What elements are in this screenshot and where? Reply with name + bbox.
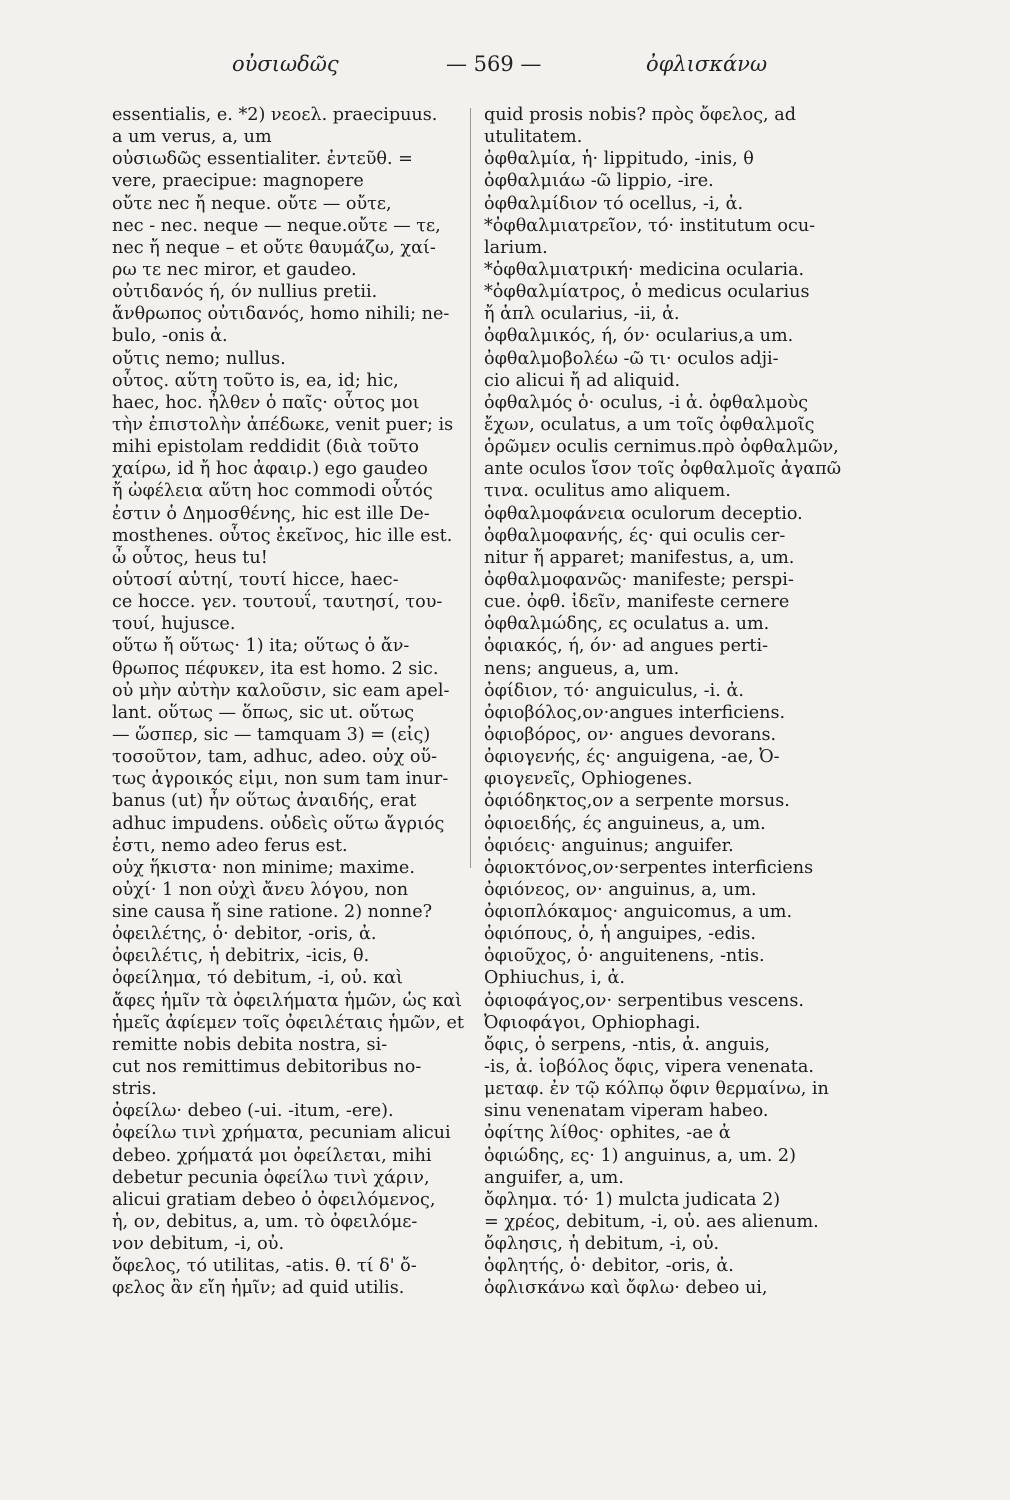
text-line: nens; angueus, a, um. (484, 658, 680, 679)
text-line: οὕτω ἤ οὕτως· 1) ita; οὕτως ὁ ἄν- (112, 636, 410, 657)
text-line: ὀφιοκτόνος,ον·serpentes interficiens (484, 857, 814, 878)
text-line: ἡμεῖς ἀφίεμεν τοῖς ὀφειλέταις ἡμῶν, et (112, 1012, 464, 1033)
text-line: τως ἀγροικός εἰμι, non sum tam inur- (112, 769, 449, 790)
text-line: ὀφιοπλόκαμος· anguicomus, a um. (484, 902, 793, 923)
text-line: banus (ut) ἦν οὕτως ἀναιδής, erat (112, 791, 417, 812)
text-line: μεταφ. ἐν τῷ κόλπῳ ὄφιν θερμαίνω, in (484, 1079, 829, 1100)
text-line: ὀφθαλμίδιον τό ocellus, -i, ἀ. (484, 193, 744, 214)
text-line: ὀφθαλμικός, ή, όν· ocularius,a um. (484, 326, 794, 347)
text-line: ὀφθαλμοφανής, ές· qui oculis cer- (484, 525, 786, 546)
text-line: ὀφειλέτης, ὁ· debitor, -oris, ἀ. (112, 924, 377, 945)
text-line: stris. (112, 1079, 157, 1100)
text-line: ὀφλισκάνω καὶ ὄφλω· debeo ui, (484, 1278, 768, 1299)
text-line: alicui gratiam debeo ὁ ὀφειλόμενος, (112, 1189, 436, 1210)
text-line: haec, hoc. ἦλθεν ὁ παῖς· οὗτος μοι (112, 392, 420, 413)
text-line: larium. (484, 237, 548, 258)
text-line: quid prosis nobis? πρὸς ὄφελος, ad (484, 105, 796, 125)
text-line: Ὀφιοφάγοι, Ophiophagi. (484, 1012, 701, 1033)
text-line: — ὥσπερ, sic — tamquam 3) = (εἰς) (112, 724, 431, 745)
text-line: = χρέος, debitum, -i, οὐ. aes alienum. (484, 1212, 819, 1233)
text-line: mihi epistolam reddidit (διὰ τοῦτο (112, 437, 419, 458)
text-line: essentialis, e. *2) νεοελ. praecipuus. (112, 105, 438, 125)
text-line: cue. ὀφθ. ἰδεῖν, manifeste cernere (484, 592, 790, 613)
text-line: ὀφιόνεος, ον· anguinus, a, um. (484, 879, 757, 900)
text-line: οὔτις nemo; nullus. (112, 348, 286, 369)
text-line: remitte nobis debita nostra, si- (112, 1034, 388, 1055)
text-line: debeo. χρήματά μοι ὀφείλεται, mihi (112, 1145, 432, 1166)
text-line: ὀφιόεις· anguinus; anguifer. (484, 835, 734, 856)
text-line: nitur ἤ apparet; manifestus, a, um. (484, 547, 795, 568)
text-line: ἤ ὠφέλεια αὕτη hoc commodi οὗτός (112, 481, 433, 502)
text-line: τοσοῦτον, tam, adhuc, adeo. οὐχ οὕ- (112, 747, 438, 768)
page-header (0, 52, 1010, 92)
text-line: ὄφις, ὁ serpens, -ntis, ἀ. anguis, (484, 1034, 771, 1055)
text-line: ὀφιογενής, ές· anguigena, -ae, Ὀ- (484, 747, 780, 768)
text-line: ἐστιν ὁ Δημοσθένης, hic est ille De- (112, 503, 430, 524)
text-line: ἔχων, oculatus, a um τοῖς ὀφθαλμοῖς (484, 414, 815, 435)
text-line: οὐχί· 1 non οὐχὶ ἄνευ λόγου, non (112, 879, 409, 900)
text-line: utulitatem. (484, 127, 583, 148)
left-column (112, 104, 464, 1300)
text-line: ἐστι, nemo adeo ferus est. (112, 835, 348, 856)
text-line: νον debitum, -i, οὐ. (112, 1234, 285, 1255)
page-number: — 569 — (446, 52, 542, 76)
text-line: *ὀφθαλμίατρος, ὁ medicus ocularius (484, 282, 810, 303)
text-line: οὐτιδανός ή, όν nullius pretii. (112, 282, 378, 303)
text-line: φιογενεῖς, Ophiogenes. (484, 769, 693, 790)
text-line: ὀφιόδηκτος,ον a serpente morsus. (484, 791, 790, 812)
text-line: οὐχ ἥκιστα· non minime; maxime. (112, 857, 415, 878)
text-line: ὀφθαλμοφάνεια oculorum deceptio. (484, 503, 803, 524)
text-line: ὀφιακός, ή, όν· ad angues perti- (484, 636, 769, 657)
text-line: adhuc impudens. οὐδεὶς οὕτω ἄγριός (112, 813, 445, 834)
text-line: -is, ἀ. ἰοβόλος ὄφις, vipera venenata. (484, 1057, 814, 1078)
text-line: ὀφίτης λίθος· ophites, -ae ἀ (484, 1123, 731, 1144)
text-line: vere, praecipue: magnopere (112, 171, 364, 192)
text-line: *ὀφθαλμιατρεῖον, τό· institutum ocu- (484, 215, 816, 236)
text-line: ὀφθαλμιάω -ῶ lippio, -ire. (484, 171, 714, 192)
text-line: φελος ἂν εἴη ἡμῖν; ad quid utilis. (112, 1278, 405, 1299)
text-line: ὄφελος, τό utilitas, -atis. θ. τί δ' ὄ- (112, 1256, 417, 1277)
text-line: ὀφθαλμώδης, ες oculatus a. um. (484, 614, 770, 635)
text-line: ρω τε nec miror, et gaudeo. (112, 259, 357, 280)
text-line: οὔτε nec ἤ neque. οὔτε — οὔτε, (112, 193, 392, 214)
text-line: ἤ ἁπλ ocularius, -ii, ἀ. (484, 304, 680, 325)
text-line: sinu venenatam viperam habeo. (484, 1101, 769, 1122)
text-line: *ὀφθαλμιατρική· medicina ocularia. (484, 259, 805, 280)
right-column (484, 104, 884, 1300)
column-divider (470, 108, 471, 868)
text-line: τὴν ἐπιστολὴν ἀπέδωκε, venit puer; is (112, 414, 454, 435)
text-line: ὀφείλημα, τό debitum, -i, οὐ. καὶ (112, 968, 403, 989)
text-line: τινα. oculitus amo aliquem. (484, 481, 731, 502)
text-line: οὐ μὴν αὐτὴν καλοῦσιν, sic eam apel- (112, 680, 450, 701)
text-line: ante oculos ἴσον τοῖς ὀφθαλμοῖς ἀγαπῶ (484, 459, 842, 480)
text-line: ὄφλησις, ἡ debitum, -i, οὐ. (484, 1234, 720, 1255)
text-line: ὀφθαλμοφανῶς· manifeste; perspi- (484, 569, 794, 590)
text-line: ὀφθαλμοβολέω -ῶ τι· oculos adji- (484, 348, 779, 369)
text-line: ὦ οὗτος, heus tu! (112, 547, 268, 568)
text-line: ὀφθαλμός ὁ· oculus, -i ἀ. ὀφθαλμοὺς (484, 392, 809, 413)
text-line: ὀφιοφάγος,ον· serpentibus vescens. (484, 990, 804, 1011)
text-line: cio alicui ἤ ad aliquid. (484, 370, 681, 391)
text-line: nec ἤ neque – et οὔτε θαυμάζω, χαί- (112, 237, 436, 258)
text-line: ὁρῶμεν oculis cernimus.πρὸ ὀφθαλμῶν, (484, 437, 839, 458)
text-line: ce hocce. γεν. τουτουΐ, ταυτησί, του- (112, 592, 443, 613)
text-line: ὀφειλέτις, ἡ debitrix, -icis, θ. (112, 946, 370, 967)
text-line: ὀφθαλμία, ἡ· lippitudo, -inis, θ (484, 149, 754, 170)
header-left-catchword: οὐσιωδῶς (232, 52, 339, 76)
text-line: anguifer, a, um. (484, 1167, 624, 1188)
text-line: οὗτος. αὕτη τοῦτο is, ea, id; hic, (112, 370, 399, 391)
text-line: ὀφιοβόλος,ον·angues interficiens. (484, 702, 786, 723)
text-line: ἄφες ἡμῖν τὰ ὀφειλήματα ἡμῶν, ὡς καὶ (112, 990, 463, 1011)
text-line: ὀφείλω τινὶ χρήματα, pecuniam alicui (112, 1123, 451, 1144)
text-line: sine causa ἤ sine ratione. 2) nonne? (112, 902, 433, 923)
text-line: nec - nec. neque — neque.οὔτε — τε, (112, 215, 441, 236)
text-line: οὑτοσί αὑτηί, τουτί hicce, haec- (112, 569, 399, 590)
text-line: ὀφείλω· debeo (-ui. -itum, -ere). (112, 1101, 394, 1122)
text-line: lant. οὕτως — ὅπως, sic ut. οὕτως (112, 702, 415, 723)
text-line: ὀφιόπους, ὁ, ἡ anguipes, -edis. (484, 924, 756, 945)
text-line: ὄφλημα. τό· 1) mulcta judicata 2) (484, 1189, 781, 1210)
text-line: ὀφιοῦχος, ὁ· anguitenens, -ntis. (484, 946, 765, 967)
text-line: θρωπος πέφυκεν, ita est homo. 2 sic. (112, 658, 439, 679)
text-line: debetur pecunia ὀφείλω τινὶ χάριν, (112, 1167, 430, 1188)
text-line: τουί, hujusce. (112, 614, 236, 635)
text-line: ὀφλητής, ὁ· debitor, -oris, ἀ. (484, 1256, 734, 1277)
text-line: ἄνθρωπος οὐτιδανός, homo nihili; ne- (112, 304, 450, 325)
header-right-catchword: ὀφλισκάνω (646, 52, 768, 76)
text-line: χαίρω, id ἤ hoc ἀφαιρ.) ego gaudeo (112, 459, 428, 480)
text-line: ὀφιοειδής, ές anguineus, a, um. (484, 813, 766, 834)
text-line: a um verus, a, um (112, 127, 272, 148)
text-line: οὐσιωδῶς essentialiter. ἐντεῦθ. = (112, 149, 413, 170)
text-line: Ophiuchus, i, ἀ. (484, 968, 625, 989)
text-line: ἡ, ον, debitus, a, um. τὸ ὀφειλόμε- (112, 1212, 418, 1233)
text-line: ὀφίδιον, τό· anguiculus, -i. ἀ. (484, 680, 744, 701)
text-line: mosthenes. οὗτος ἐκεῖνος, hic ille est. (112, 525, 453, 546)
text-line: ὀφιώδης, ες· 1) anguinus, a, um. 2) (484, 1145, 796, 1166)
text-line: ὀφιοβόρος, ον· angues devorans. (484, 724, 777, 745)
text-line: cut nos remittimus debitoribus no- (112, 1057, 422, 1078)
text-line: bulo, -onis ἀ. (112, 326, 228, 347)
